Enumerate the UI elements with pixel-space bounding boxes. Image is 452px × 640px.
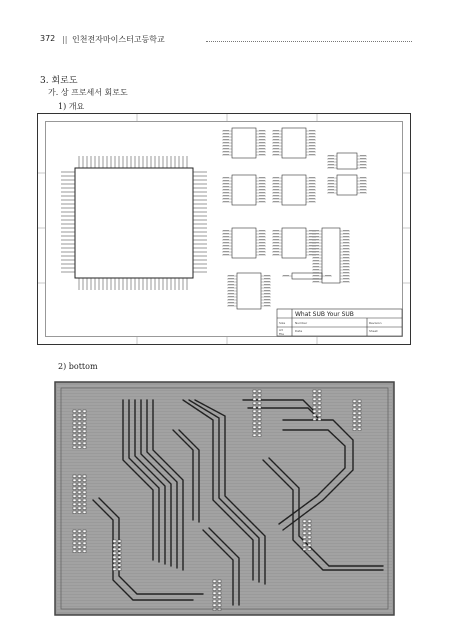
title-block-field-number: Number (295, 321, 308, 325)
title-block-field-size: Size (279, 321, 286, 325)
page-number: 372 (40, 34, 56, 43)
item-overview: 1) 개요 (58, 102, 85, 111)
title-block-field-a3: A3 (279, 328, 283, 332)
title-block-title: What SUB Your SUB (295, 311, 354, 318)
pcb-bottom-figure (53, 380, 396, 617)
title-block-field-sheet: Sheet (369, 329, 378, 333)
title-block-field-revision: Revision (369, 321, 382, 325)
page-header (40, 34, 412, 48)
section-heading: 3. 회로도 (40, 76, 78, 86)
title-block-field-date: Date (295, 329, 303, 333)
title-block-field-file: File (279, 332, 285, 336)
header-school-name: 인천전자마이스터고등학교 (72, 35, 165, 44)
header-separator: || (62, 35, 68, 44)
subsection-heading: 가. 상 프로세서 회로도 (48, 88, 128, 97)
schematic-figure (37, 113, 411, 345)
item-bottom: 2) bottom (58, 362, 98, 371)
header-dotted-rule (206, 41, 412, 42)
